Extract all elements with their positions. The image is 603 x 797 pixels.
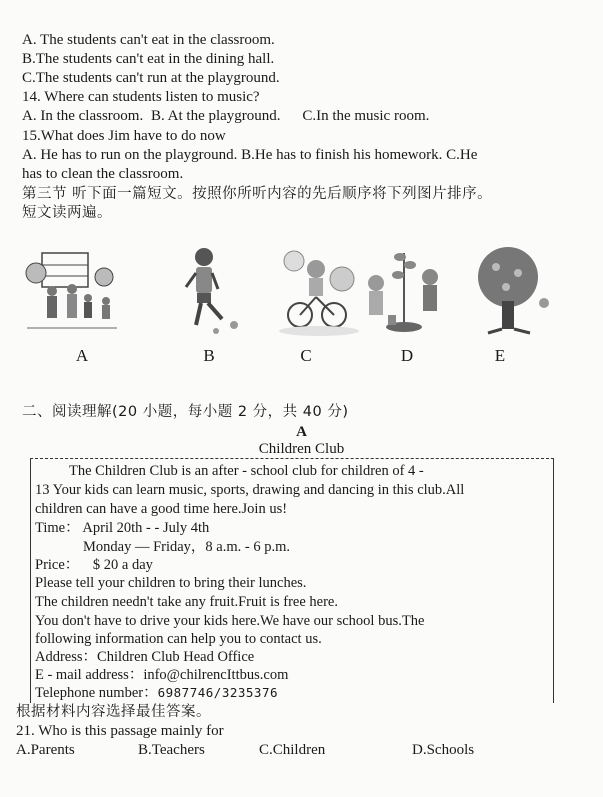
- notice-intro-line2: 13 Your kids can learn music, sports, drawing and dancing in this club.All: [35, 482, 465, 498]
- notice-lunch: Please tell your children to bring their lunches.: [35, 575, 307, 591]
- reading-section-title: 二、阅读理解(20 小题，每小题 2 分，共 40 分): [22, 404, 349, 420]
- email-value: info@chilrencIttbus.com: [143, 667, 289, 683]
- notice-intro-line1: The Children Club is an after - school club for children of 4 -: [69, 463, 424, 479]
- q15-options-line2: has to clean the classroom.: [22, 166, 184, 182]
- reading-instruction: 根据材料内容选择最佳答案。: [16, 704, 211, 720]
- notice-email: [35, 666, 288, 685]
- q21-option-d: D.Schools: [412, 742, 475, 758]
- notice-address: [35, 648, 254, 667]
- q14-option-a: A. In the classroom.: [22, 108, 144, 124]
- price-value: $ 20 a day: [92, 557, 153, 573]
- q13-option-a: A. The students can't eat in the classroom.: [22, 32, 275, 48]
- address-label: Address：: [35, 649, 98, 665]
- passage-title: Children Club: [258, 441, 345, 457]
- notice-intro-line3: children can have a good time here.Join us!: [35, 501, 288, 517]
- time-label: Time：: [35, 520, 80, 536]
- time-hours: Monday — Friday，8 a.m. - 6 p.m.: [83, 539, 291, 555]
- q14-question: 14. Where can students listen to music?: [22, 89, 260, 105]
- picture-label-b: B: [203, 346, 215, 365]
- passage-letter: A: [296, 424, 307, 440]
- family-park-icon: [22, 243, 122, 339]
- time-dates: April 20th - - July 4th: [82, 520, 210, 536]
- kids-planting-tree-icon: [352, 243, 452, 339]
- section3-instruction-line1: 第三节 听下面一篇短文。按照你所听内容的先后顺序将下列图片排序。: [22, 186, 493, 202]
- picture-label-e: E: [494, 346, 506, 365]
- notice-time: [35, 519, 209, 538]
- phone-value: 6987746/3235376: [157, 685, 278, 700]
- phone-label: Telephone number：: [35, 685, 158, 701]
- picture-row: [22, 243, 582, 373]
- picture-label-a: A: [75, 346, 89, 365]
- notice-phone: [35, 684, 278, 703]
- q15-question: 15.What does Jim have to do now: [22, 128, 226, 144]
- notice-bus-line2: following information can help you to contact us.: [35, 631, 322, 647]
- q14-option-c: C.In the music room.: [302, 108, 430, 124]
- price-label: Price：: [35, 557, 80, 573]
- address-value: Children Club Head Office: [97, 649, 255, 665]
- email-label: E - mail address：: [35, 667, 144, 683]
- q21-option-a: A.Parents: [16, 742, 75, 758]
- q14-option-b: B. At the playground.: [150, 108, 281, 124]
- q13-option-c: C.The students can't run at the playground.: [22, 70, 280, 86]
- tree-icon: [458, 243, 558, 339]
- notice-fruit: The children needn't take any fruit.Fruit is free here.: [35, 594, 338, 610]
- notice-price: [35, 556, 153, 575]
- boy-cycling-icon: [264, 243, 364, 339]
- picture-label-d: D: [400, 346, 414, 365]
- q21-option-c: C.Children: [259, 742, 326, 758]
- notice-box: [30, 458, 554, 703]
- q21-question: 21. Who is this passage mainly for: [16, 723, 224, 739]
- q21-option-b: B.Teachers: [138, 742, 205, 758]
- notice-bus-line1: You don't have to drive your kids here.We have our school bus.The: [35, 613, 425, 629]
- q13-option-b: B.The students can't eat in the dining hall.: [22, 51, 275, 67]
- section3-instruction-line2: 短文读两遍。: [22, 205, 112, 221]
- q14-options: [22, 107, 429, 126]
- boy-kicking-icon: [154, 243, 254, 339]
- q15-options-line1: A. He has to run on the playground. B.He has to finish his homework. C.He: [22, 147, 478, 163]
- picture-label-c: C: [300, 346, 312, 365]
